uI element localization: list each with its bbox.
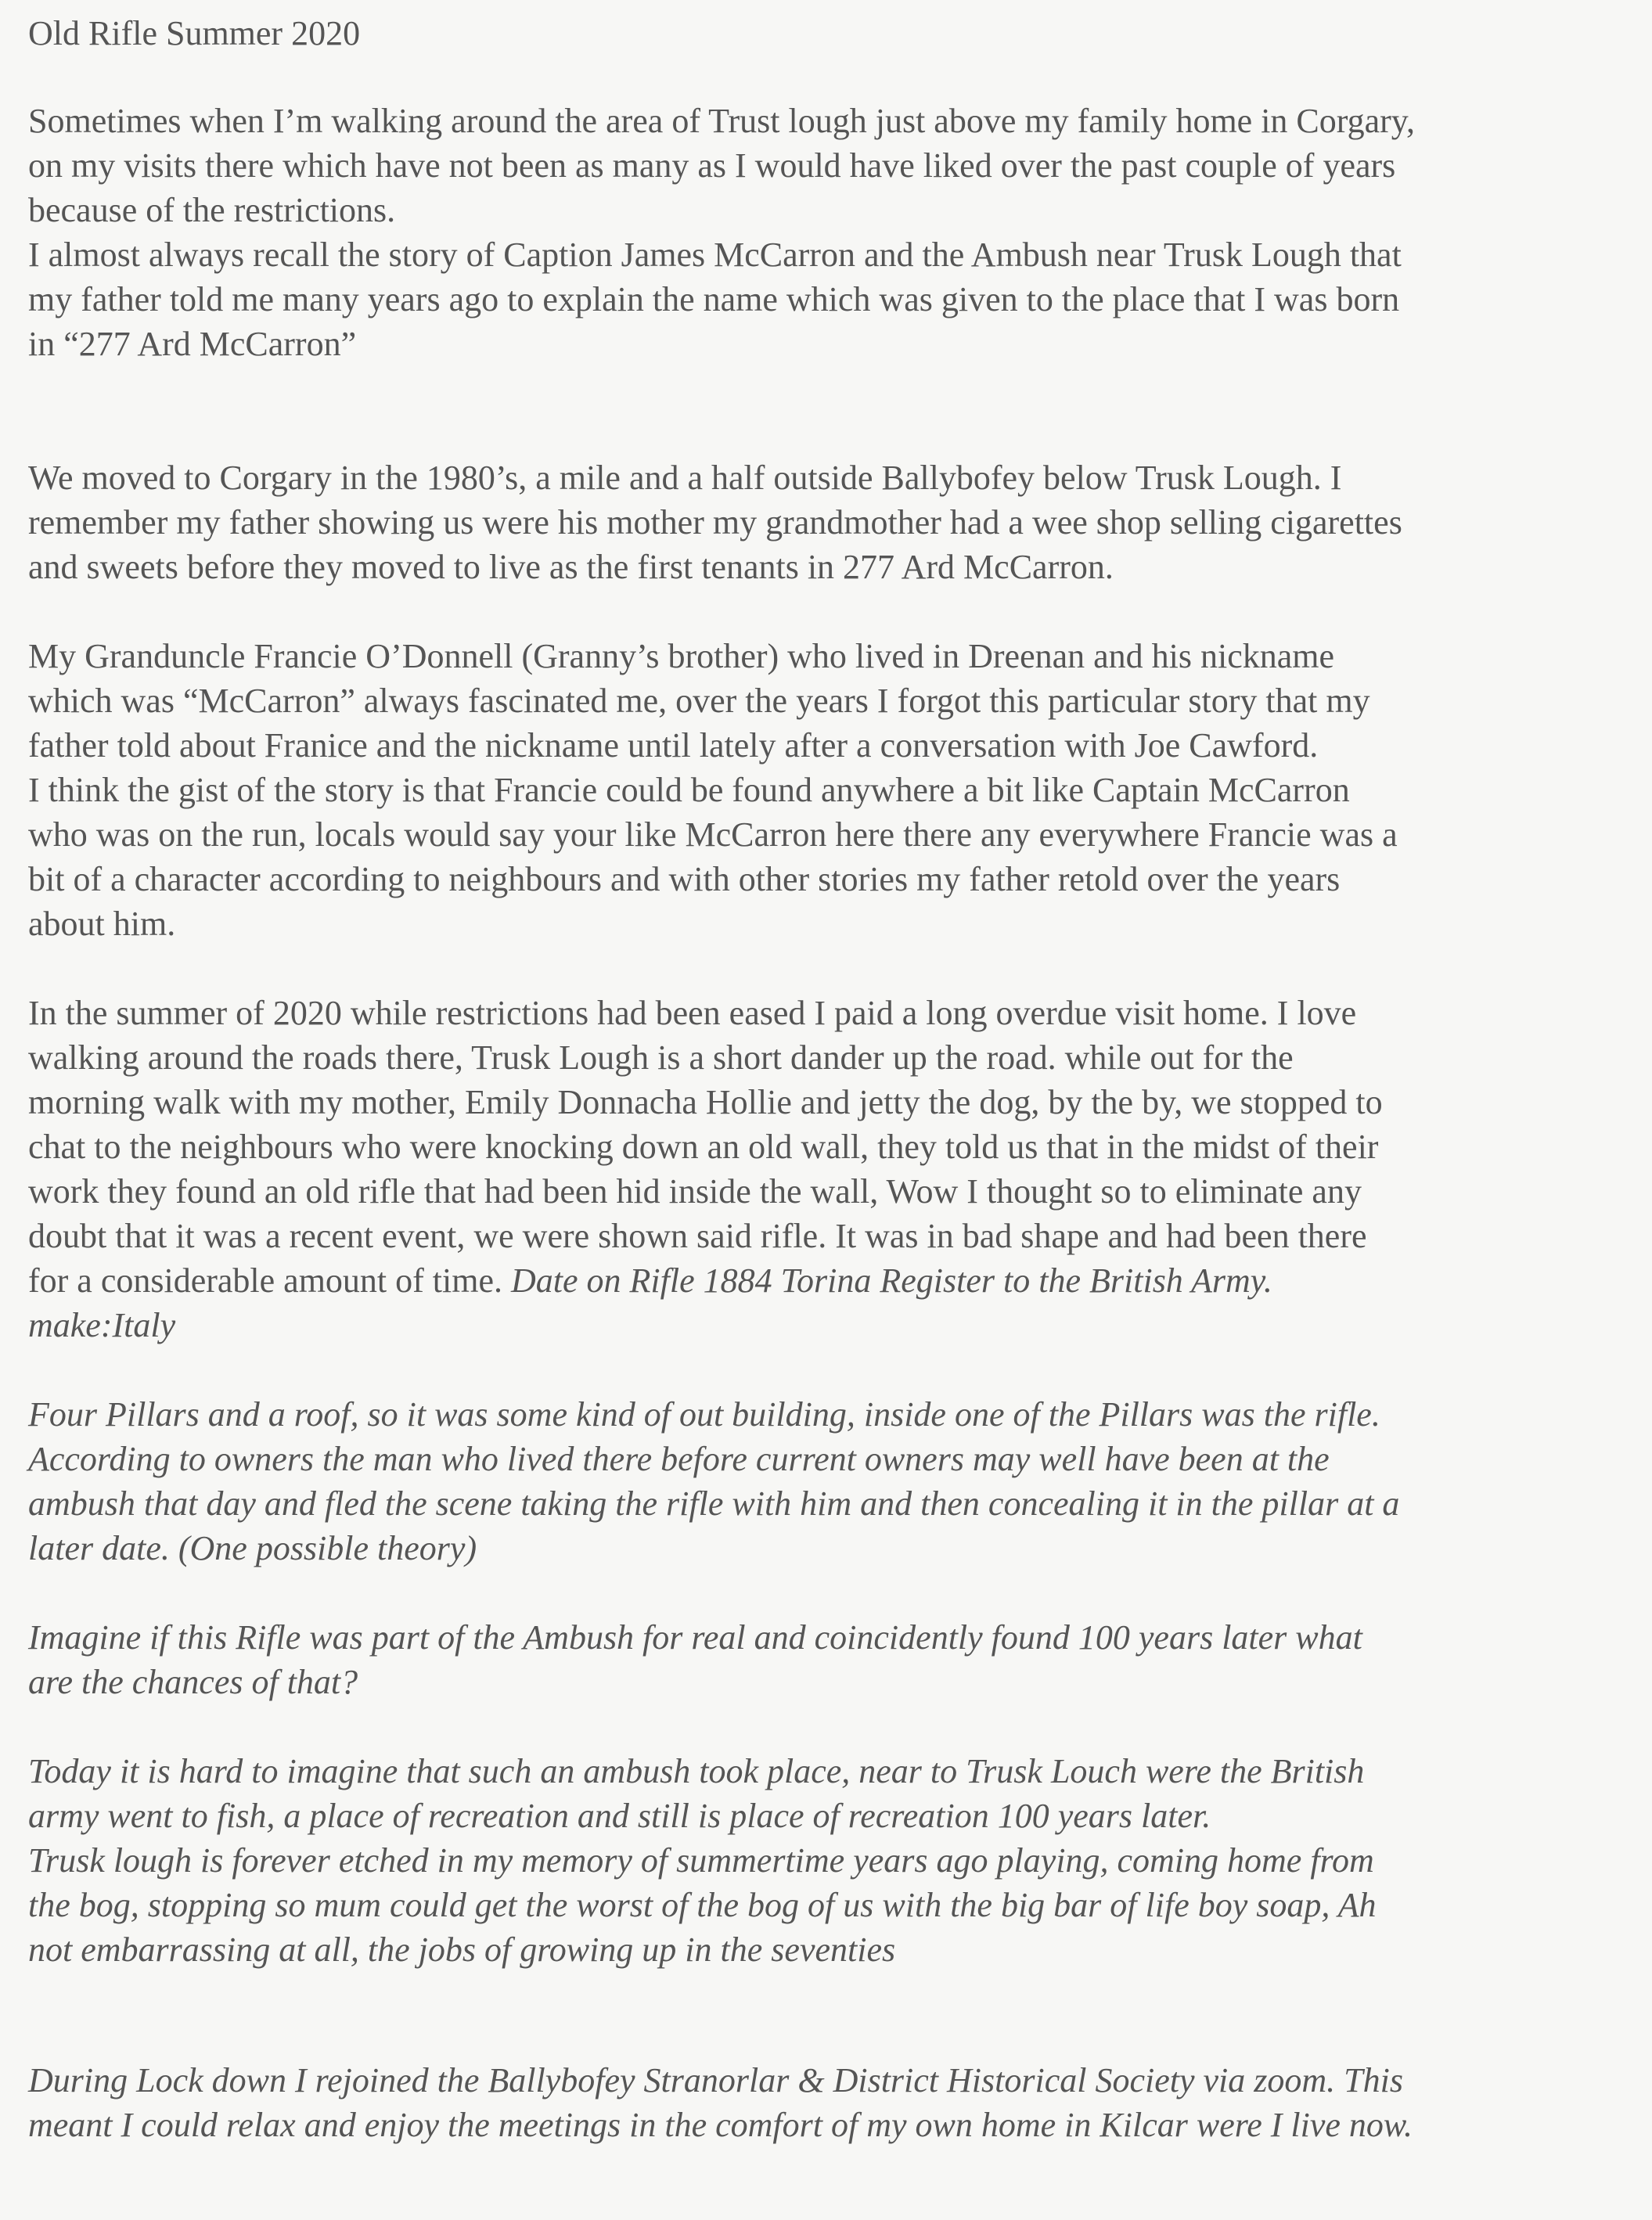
paragraph-today (28, 1749, 1625, 1972)
paragraph-spacer (28, 1347, 1625, 1392)
text-line: meant I could relax and enjoy the meetings in the comfort of my own home in Kilcar were I live now. (28, 2106, 1413, 2144)
text-line: We moved to Corgary in the 1980’s, a mile and a half outside Ballybofey below Trusk Lough. I (28, 459, 1342, 497)
paragraph-spacer (28, 366, 1625, 455)
paragraph-pillars (28, 1392, 1625, 1571)
text-line: doubt that it was a recent event, we were shown said rifle. It was in bad shape and had been there (28, 1217, 1367, 1255)
paragraph-granduncle (28, 634, 1625, 946)
paragraph-corgary (28, 455, 1625, 589)
text-italic: Date on Rifle 1884 Torina Register to the British Army. (511, 1261, 1272, 1300)
text-line: army went to fish, a place of recreation and still is place of recreation 100 years later. (28, 1797, 1211, 1835)
paragraph-spacer (28, 1704, 1625, 1749)
text-line: Imagine if this Rifle was part of the Ambush for real and coincidently found 100 years later what (28, 1618, 1362, 1657)
text-line: make:Italy (28, 1306, 176, 1344)
paragraph-spacer (28, 1571, 1625, 1615)
text-line: bit of a character according to neighbours and with other stories my father retold over the years (28, 860, 1341, 898)
text-line: remember my father showing us were his mother my grandmother had a wee shop selling cigarettes (28, 503, 1402, 542)
paragraph-summer-visit (28, 991, 1625, 1347)
text-line: work they found an old rifle that had been hid inside the wall, Wow I thought so to eliminate any (28, 1172, 1362, 1211)
paragraph-imagine (28, 1615, 1625, 1704)
text-line: who was on the run, locals would say your like McCarron here there any everywhere Francie was a (28, 815, 1398, 854)
text-line: and sweets before they moved to live as the first tenants in 277 Ard McCarron. (28, 548, 1114, 586)
text-line: father told about Franice and the nickname until lately after a conversation with Joe Cawford. (28, 726, 1319, 765)
text-line-mixed (28, 1258, 1625, 1303)
text-line: in “277 Ard McCarron” (28, 325, 357, 363)
text-line: Today it is hard to imagine that such an ambush took place, near to Trusk Louch were the British (28, 1752, 1365, 1790)
text-line: I almost always recall the story of Caption James McCarron and the Ambush near Trusk Lough that (28, 236, 1402, 274)
paragraph-spacer (28, 1972, 1625, 2058)
text-line: on my visits there which have not been as many as I would have liked over the past couple of years (28, 146, 1396, 185)
text-line: In the summer of 2020 while restrictions had been eased I paid a long overdue visit home. I love (28, 994, 1357, 1032)
document-title: Old Rifle Summer 2020 (28, 14, 361, 52)
document-page (28, 11, 1625, 2147)
text-line: the bog, stopping so mum could get the worst of the bog of us with the big bar of life boy soap, Ah (28, 1886, 1377, 1924)
text-line: According to owners the man who lived there before current owners may well have been at the (28, 1440, 1330, 1478)
text-line: walking around the roads there, Trusk Lough is a short dander up the road. while out for the (28, 1038, 1294, 1077)
text-line: ambush that day and fled the scene taking the rifle with him and then concealing it in the pillar at a (28, 1484, 1400, 1523)
text-line: which was “McCarron” always fascinated me, over the years I forgot this particular story that my (28, 682, 1370, 720)
text-line: chat to the neighbours who were knocking down an old wall, they told us that in the midst of their (28, 1128, 1379, 1166)
paragraph-spacer (28, 946, 1625, 991)
text-plain: for a considerable amount of time. (28, 1261, 512, 1300)
text-line: I think the gist of the story is that Francie could be found anywhere a bit like Captain McCarron (28, 771, 1350, 809)
text-line: During Lock down I rejoined the Ballybofey Stranorlar & District Historical Society via zoom. This (28, 2061, 1403, 2099)
paragraph-intro (28, 99, 1625, 366)
text-line: later date. (One possible theory) (28, 1529, 477, 1567)
text-line: my father told me many years ago to explain the name which was given to the place that I was born (28, 280, 1400, 318)
paragraph-spacer (28, 589, 1625, 634)
text-line: Sometimes when I’m walking around the area of Trust lough just above my family home in Corgary, (28, 102, 1415, 140)
text-line: morning walk with my mother, Emily Donnacha Hollie and jetty the dog, by the by, we stopped to (28, 1083, 1383, 1121)
text-line: My Granduncle Francie O’Donnell (Granny’s brother) who lived in Dreenan and his nickname (28, 637, 1335, 675)
text-line: Trusk lough is forever etched in my memory of summertime years ago playing, coming home from (28, 1841, 1374, 1880)
paragraph-lockdown (28, 2058, 1625, 2147)
text-line: Four Pillars and a roof, so it was some kind of out building, inside one of the Pillars was the rifle. (28, 1395, 1380, 1434)
text-line: are the chances of that? (28, 1663, 358, 1701)
text-line: not embarrassing at all, the jobs of growing up in the seventies (28, 1930, 896, 1969)
text-line: because of the restrictions. (28, 191, 396, 229)
text-line: about him. (28, 905, 176, 943)
